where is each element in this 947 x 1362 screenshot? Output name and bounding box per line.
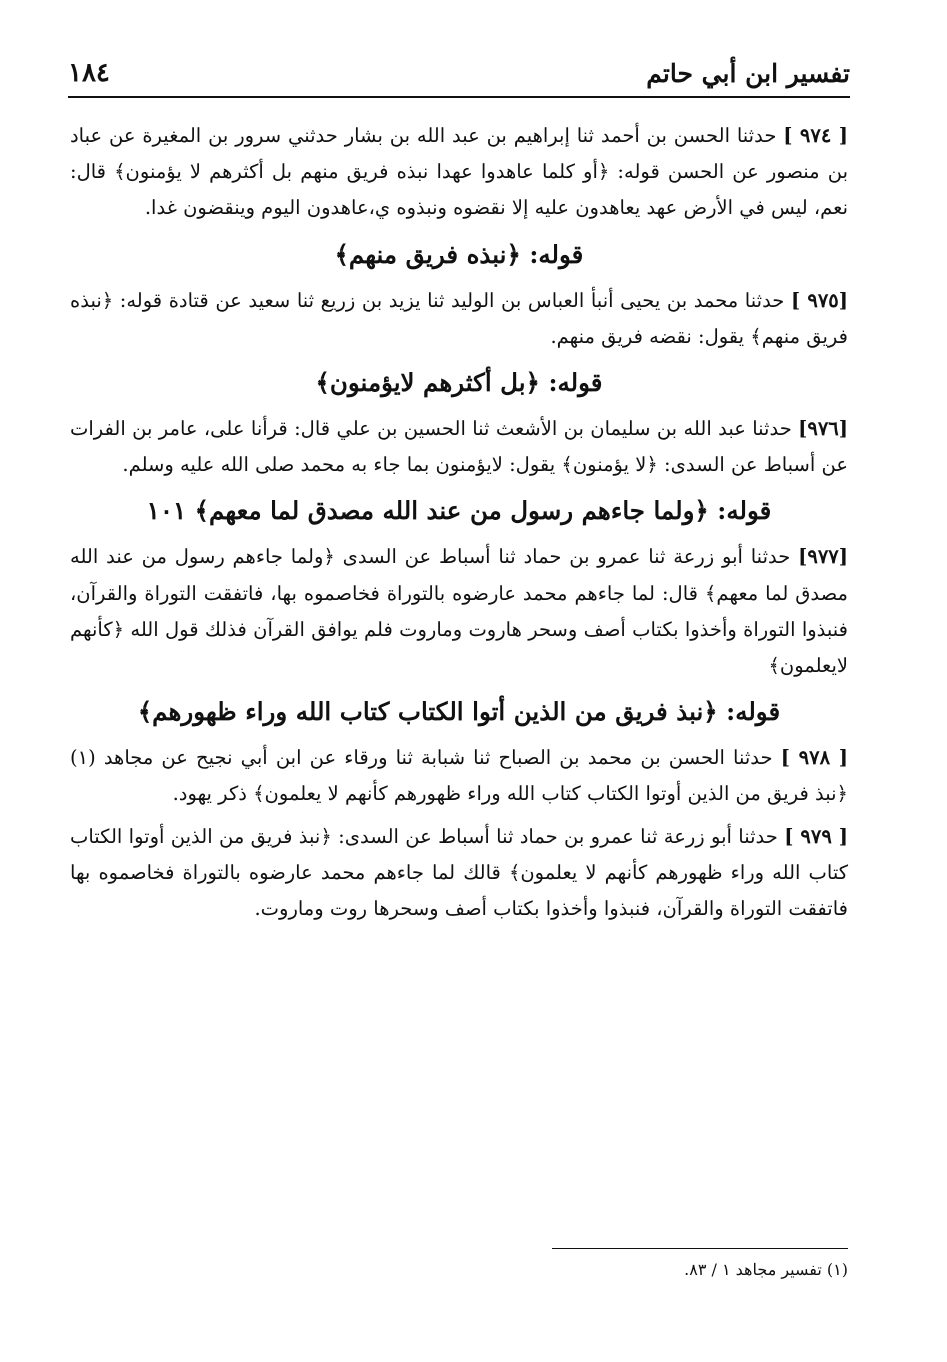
- narration-976: [70, 411, 848, 483]
- header-divider: [68, 96, 850, 98]
- section-heading: قوله: ﴿نبذ فريق من الذين أتوا الكتاب كتاب الله وراء ظهورهم﴾: [137, 697, 781, 727]
- narration-text: حدثنا الحسن بن أحمد ثنا إبراهيم بن عبد الله بن بشار حدثني سرور بن المغيرة عن عباد بن منصور عن الحسن قوله: ﴿أو كلما عاهدوا عهدا نبذه فريق منهم بل أكثرهم لا يؤمنون﴾ قال: نعم، ليس في الأرض عهد يعاهدون عليه إلا نقضوه ونبذوه ي،عاهدون اليوم وينقضون غدا.: [70, 124, 848, 220]
- narration-number: [٩٧٧]: [798, 545, 848, 569]
- narration-975: [70, 283, 848, 355]
- book-title: تفسير ابن أبي حاتم: [646, 58, 850, 88]
- narration-974: [70, 118, 848, 227]
- narration-text: حدثنا أبو زرعة ثنا عمرو بن حماد ثنا أسباط عن السدى: ﴿نبذ فريق من الذين أوتوا الكتاب كتاب الله وراء ظهورهم كأنهم لا يعلمون﴾ قالك لما جاءهم محمد عارضوه بالتوراة فخاصموه بها فاتفقت التوراة والقرآن، فنبذوا وأخذوا بكتاب أصف وسحرها روت وماروت.: [70, 824, 848, 921]
- narration-text: حدثنا محمد بن يحيى أنبأ العباس بن الوليد ثنا يزيد بن زريع ثنا سعيد عن قتادة قوله: ﴿نبذه فريق منهم﴾ يقول: نقضه فريق منهم.: [70, 288, 848, 348]
- page-number: ١٨٤: [68, 58, 110, 88]
- footnote-divider: [552, 1248, 848, 1249]
- narration-number: [٩٧٦]: [798, 417, 848, 441]
- page-header: [68, 52, 850, 94]
- footnote: (١) تفسير مجاهد ١ / ٨٣.: [684, 1260, 848, 1279]
- section-heading: قوله: ﴿ولما جاءهم رسول من عند الله مصدق لما معهم﴾ ١٠١: [146, 496, 772, 526]
- narration-number: [ ٩٧٩ ]: [784, 824, 849, 848]
- narration-979: [70, 819, 848, 928]
- narration-number: [٩٧٥ ]: [790, 288, 848, 312]
- narration-977: [70, 539, 848, 684]
- narration-text: حدثنا الحسن بن محمد بن الصباح ثنا شبابة ثنا ورقاء عن ابن أبي نجيح عن مجاهد (١) ﴿نبذ فريق من الذين أوتوا الكتاب كتاب الله وراء ظهورهم كأنهم لا يعلمون﴾ ذكر يهود.: [70, 746, 848, 806]
- section-heading: قوله: ﴿بل أكثرهم لايؤمنون﴾: [315, 368, 603, 398]
- narration-number: [ ٩٧٨ ]: [780, 746, 849, 770]
- narration-text: حدثنا أبو زرعة ثنا عمرو بن حماد ثنا أسباط عن السدى ﴿ولما جاءهم رسول من عند الله مصدق لما معهم﴾ قال: لما جاءهم محمد عارضوه بالتوراة فخاصموه بها، فاتفقت التوراة والقرآن، فنبذوا التوراة وأخذوا بكتاب أصف وسحر هاروت وماروت فلم يوافق القرآن فذلك قول الله ﴿كأنهم لايعلمون﴾: [70, 545, 848, 678]
- narration-number: [ ٩٧٤ ]: [783, 124, 849, 147]
- narration-978: [70, 740, 848, 812]
- narration-text: حدثنا عبد الله بن سليمان بن الأشعث ثنا الحسين بن علي قال: قرأنا على، عامر بن الفرات عن أسباط عن السدى: ﴿لا يؤمنون﴾ يقول: لايؤمنون بما جاء به محمد صلى الله عليه وسلم.: [70, 417, 848, 477]
- section-heading: قوله: ﴿نبذه فريق منهم﴾: [334, 239, 584, 269]
- page-body: [70, 118, 848, 933]
